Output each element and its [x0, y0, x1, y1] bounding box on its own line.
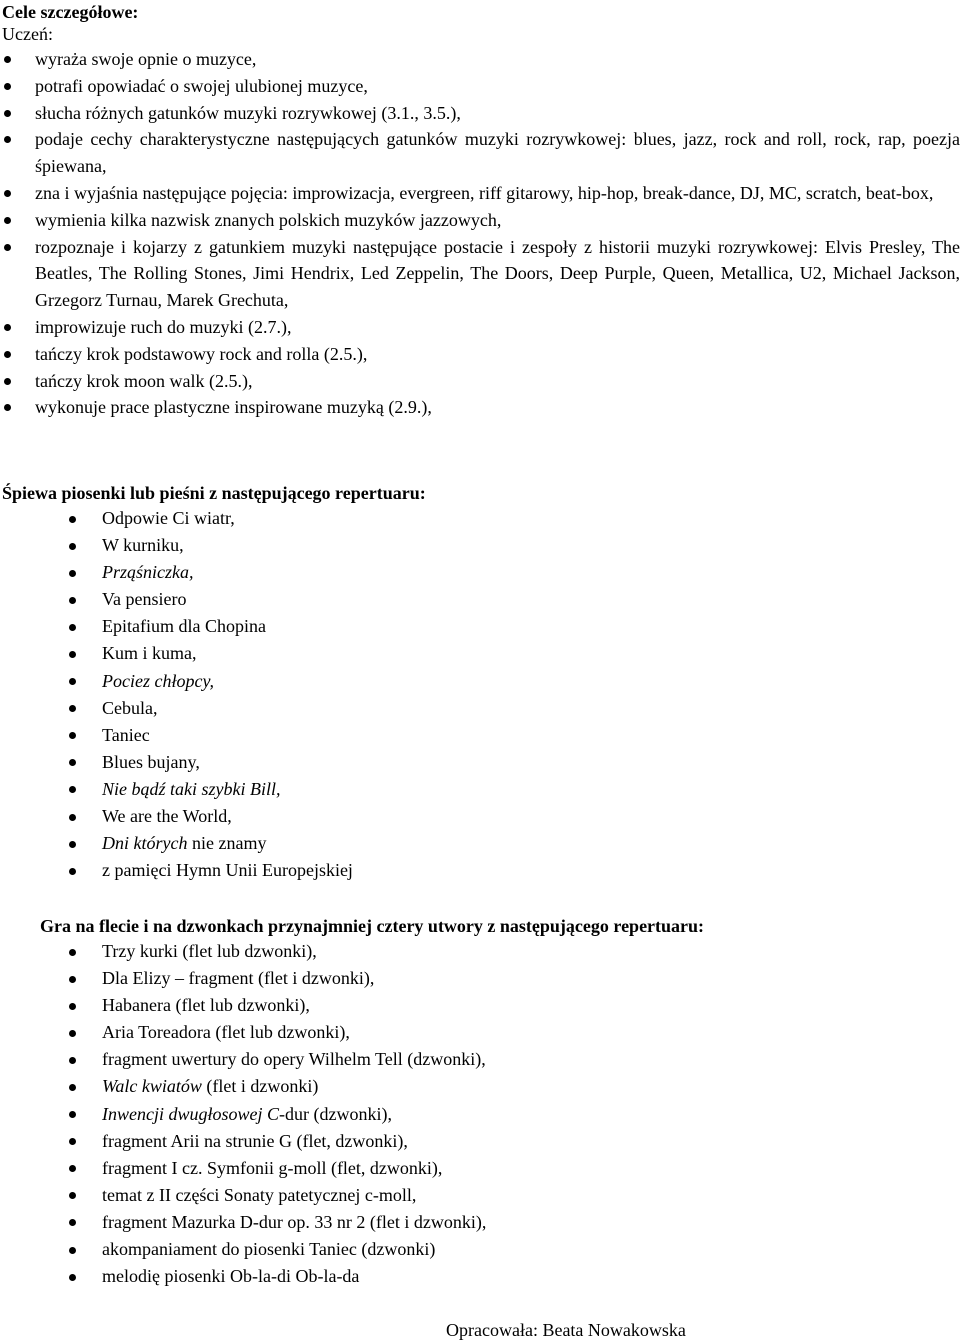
bullet-icon — [4, 136, 11, 143]
bullet-icon — [69, 1165, 76, 1172]
bullet-icon — [69, 624, 76, 631]
bullet-icon — [69, 786, 76, 793]
bullet-icon — [69, 759, 76, 766]
list-item: z pamięci Hymn Unii Europejskiej — [0, 857, 960, 884]
list-item: Habanera (flet lub dzwonki), — [0, 992, 960, 1019]
goals-heading: Cele szczegółowe: — [2, 2, 139, 22]
bullet-icon — [4, 83, 11, 90]
list-item: W kurniku, — [0, 532, 960, 559]
bullet-icon — [69, 543, 76, 550]
list-item: Pociez chłopcy, — [0, 668, 960, 695]
bullet-icon — [69, 732, 76, 739]
list-item: potrafi opowiadać o swojej ulubionej muzyce, — [0, 73, 960, 100]
flute-heading: Gra na flecie i na dzwonkach przynajmniej cztery utwory z następującego repertuaru: — [40, 916, 705, 936]
bullet-icon — [4, 404, 11, 411]
bullet-icon — [69, 841, 76, 848]
goals-list — [0, 46, 960, 421]
list-item: fragment I cz. Symfonii g-moll (flet, dzwonki), — [0, 1155, 960, 1182]
list-item: Va pensiero — [0, 586, 960, 613]
bullet-icon — [69, 705, 76, 712]
list-item: Trzy kurki (flet lub dzwonki), — [0, 938, 960, 965]
bullet-icon — [69, 1084, 76, 1091]
list-item: improwizuje ruch do muzyki (2.7.), — [0, 314, 960, 341]
list-item: wyraża swoje opnie o muzyce, — [0, 46, 960, 73]
flute-list — [0, 938, 960, 1290]
list-item: Inwencji dwugłosowej C-dur (dzwonki), — [0, 1101, 960, 1128]
list-item: Nie bądź taki szybki Bill, — [0, 776, 960, 803]
list-item: Walc kwiatów (flet i dzwonki) — [0, 1073, 960, 1100]
list-item: Aria Toreadora (flet lub dzwonki), — [0, 1019, 960, 1046]
bullet-icon — [69, 1138, 76, 1145]
list-item: We are the World, — [0, 803, 960, 830]
list-item: Cebula, — [0, 695, 960, 722]
list-item: tańczy krok podstawowy rock and rolla (2.5.), — [0, 341, 960, 368]
list-item: Blues bujany, — [0, 749, 960, 776]
bullet-icon — [4, 244, 11, 251]
bullet-icon — [69, 949, 76, 956]
list-item: rozpoznaje i kojarzy z gatunkiem muzyki następujące postacie i zespoły z historii muzyki rozrywkowej: Elvis Presley, The Beatles, The Rolling Stones, Jimi Hendrix, Led Zeppelin, The Doors, Deep Purple, Queen, Metallica, U2, Michael Jackson, Grzegorz Turnau, Marek Grechuta, — [0, 234, 960, 314]
bullet-icon — [69, 1057, 76, 1064]
bullet-icon — [69, 814, 76, 821]
bullet-icon — [69, 570, 76, 577]
list-item: podaje cechy charakterystyczne następujących gatunków muzyki rozrywkowej: blues, jazz, rock and roll, rock, rap, poezja śpiewana, — [0, 126, 960, 180]
list-item: fragment Mazurka D-dur op. 33 nr 2 (flet i dzwonki), — [0, 1209, 960, 1236]
bullet-icon — [69, 597, 76, 604]
list-item: fragment uwertury do opery Wilhelm Tell (dzwonki), — [0, 1046, 960, 1073]
list-item: Dla Elizy – fragment (flet i dzwonki), — [0, 965, 960, 992]
bullet-icon — [69, 1219, 76, 1226]
list-item: fragment Arii na strunie G (flet, dzwonki), — [0, 1128, 960, 1155]
bullet-icon — [4, 110, 11, 117]
bullet-icon — [69, 1030, 76, 1037]
songs-heading: Śpiewa piosenki lub pieśni z następującego repertuaru: — [2, 483, 426, 503]
bullet-icon — [69, 651, 76, 658]
bullet-icon — [69, 976, 76, 983]
bullet-icon — [69, 516, 76, 523]
bullet-icon — [69, 1274, 76, 1281]
bullet-icon — [4, 324, 11, 331]
songs-list — [0, 505, 960, 884]
list-item: słucha różnych gatunków muzyki rozrywkowej (3.1., 3.5.), — [0, 100, 960, 127]
list-item: Odpowie Ci wiatr, — [0, 505, 960, 532]
list-item: wykonuje prace plastyczne inspirowane muzyką (2.9.), — [0, 394, 960, 421]
list-item: Epitafium dla Chopina — [0, 613, 960, 640]
list-item: melodię piosenki Ob-la-di Ob-la-da — [0, 1263, 960, 1290]
list-item: Taniec — [0, 722, 960, 749]
bullet-icon — [4, 56, 11, 63]
list-item: Prząśniczka, — [0, 559, 960, 586]
bullet-icon — [4, 378, 11, 385]
author-credit: Opracowała: Beata Nowakowska — [446, 1320, 686, 1340]
bullet-icon — [69, 1111, 76, 1118]
list-item: Dni których nie znamy — [0, 830, 960, 857]
pupil-label: Uczeń: — [2, 24, 53, 44]
bullet-icon — [69, 1003, 76, 1010]
bullet-icon — [4, 190, 11, 197]
list-item: wymienia kilka nazwisk znanych polskich muzyków jazzowych, — [0, 207, 960, 234]
list-item: temat z II części Sonaty patetycznej c-moll, — [0, 1182, 960, 1209]
bullet-icon — [69, 868, 76, 875]
list-item: Kum i kuma, — [0, 640, 960, 667]
list-item: tańczy krok moon walk (2.5.), — [0, 368, 960, 395]
bullet-icon — [4, 351, 11, 358]
bullet-icon — [69, 1247, 76, 1254]
list-item: zna i wyjaśnia następujące pojęcia: improwizacja, evergreen, riff gitarowy, hip-hop, break-dance, DJ, MC, scratch, beat-box, — [0, 180, 960, 207]
bullet-icon — [69, 678, 76, 685]
list-item: akompaniament do piosenki Taniec (dzwonki) — [0, 1236, 960, 1263]
bullet-icon — [69, 1192, 76, 1199]
bullet-icon — [4, 217, 11, 224]
